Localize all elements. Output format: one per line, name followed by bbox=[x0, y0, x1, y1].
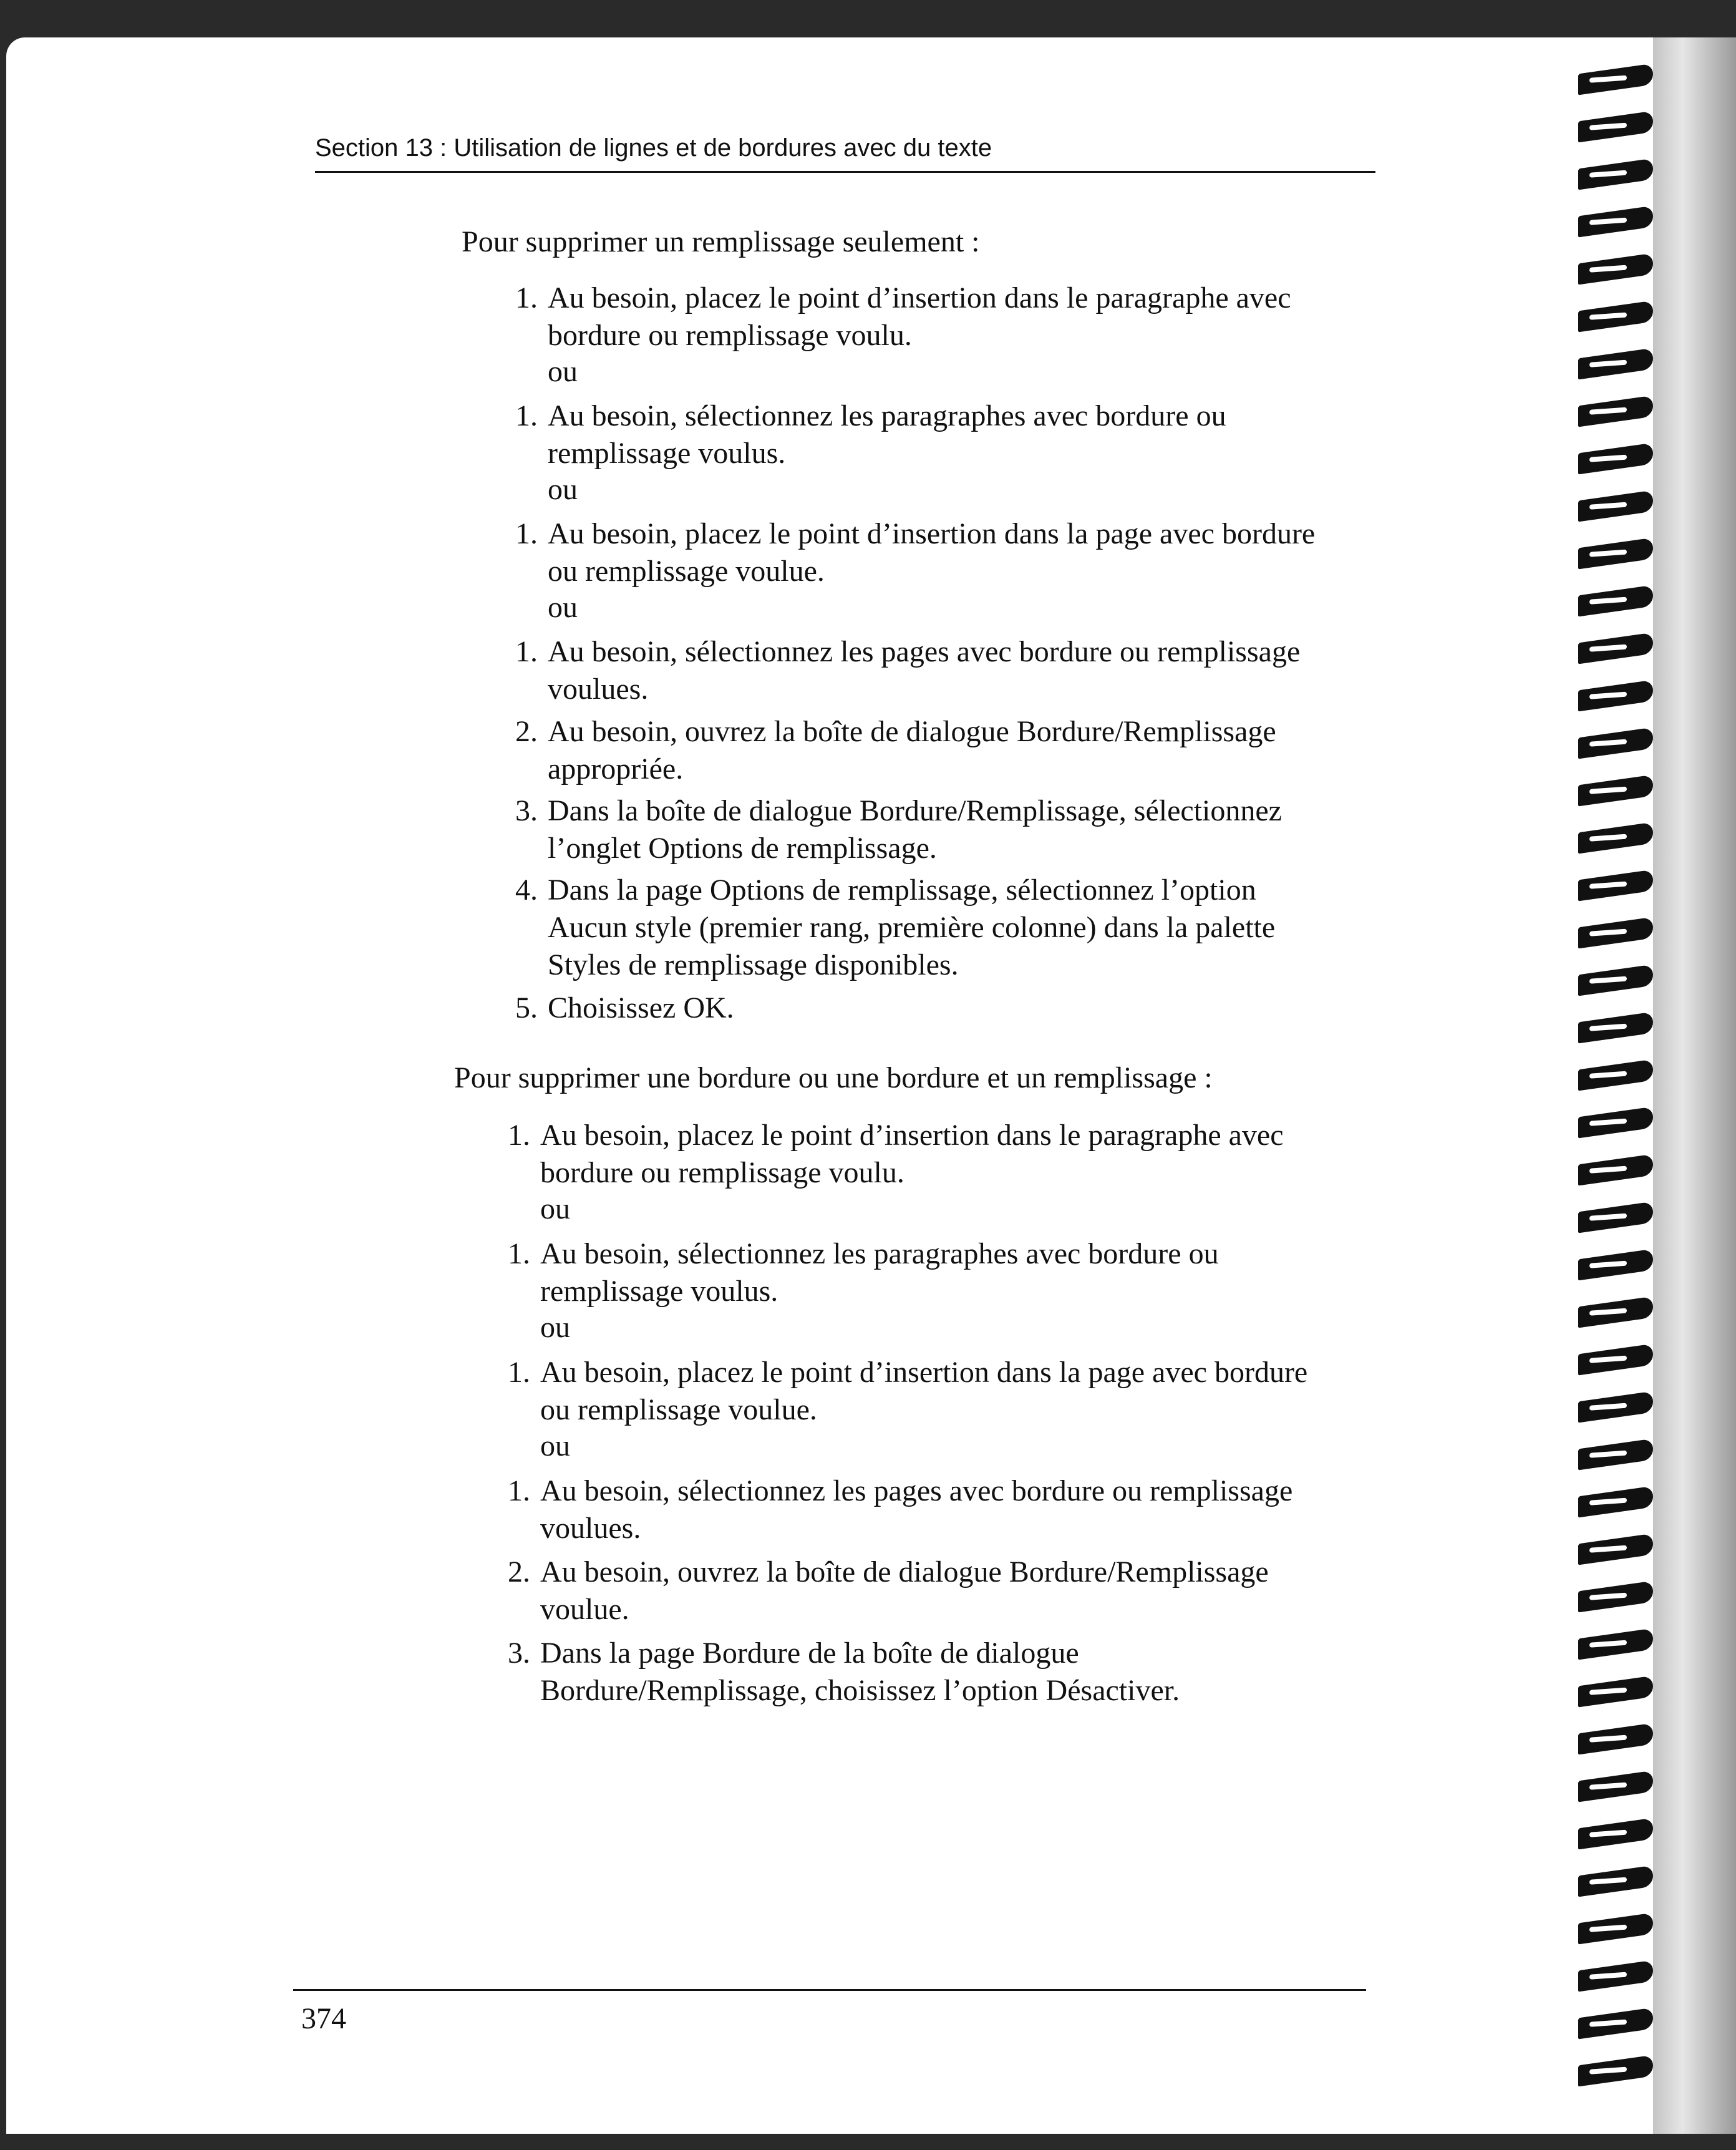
or-label: ou bbox=[548, 355, 578, 388]
step-text: Au besoin, sélectionnez les pages avec bordure ou remplissage bbox=[540, 1474, 1293, 1507]
section2-intro: Pour supprimer une bordure ou une bordure et un remplissage : bbox=[454, 1061, 1213, 1094]
section1-intro: Pour supprimer un remplissage seulement : bbox=[462, 225, 980, 258]
or-label: ou bbox=[548, 473, 578, 506]
step-number: 1. bbox=[508, 1356, 530, 1389]
step-text: l’onglet Options de remplissage. bbox=[548, 832, 937, 865]
step-number: 2. bbox=[515, 715, 538, 748]
footer-rule bbox=[293, 1989, 1366, 1991]
step-text: bordure ou remplissage voulu. bbox=[548, 319, 912, 352]
step-text: Aucun style (premier rang, première colonne) dans la palette bbox=[548, 911, 1276, 944]
step-text: appropriée. bbox=[548, 752, 684, 786]
or-label: ou bbox=[540, 1311, 570, 1344]
or-label: ou bbox=[540, 1192, 570, 1225]
step-text: voulue. bbox=[540, 1593, 629, 1626]
step-text: Au besoin, sélectionnez les pages avec bordure ou remplissage bbox=[548, 635, 1301, 668]
step-text: voulues. bbox=[548, 673, 649, 706]
step-number: 3. bbox=[508, 1637, 530, 1670]
page-edge bbox=[1647, 37, 1736, 2134]
section-header: Section 13 : Utilisation de lignes et de bordures avec du texte bbox=[315, 134, 992, 162]
step-text: ou remplissage voulue. bbox=[548, 555, 825, 588]
step-text: remplissage voulus. bbox=[548, 437, 786, 470]
step-text: Au besoin, placez le point d’insertion dans la page avec bordure bbox=[548, 517, 1316, 550]
step-number: 1. bbox=[515, 399, 538, 432]
or-label: ou bbox=[548, 591, 578, 624]
step-number: 4. bbox=[515, 873, 538, 907]
header-rule bbox=[315, 171, 1375, 173]
step-text: Bordure/Remplissage, choisissez l’option Désactiver. bbox=[540, 1674, 1180, 1707]
step-text: Dans la page Bordure de la boîte de dialogue bbox=[540, 1637, 1079, 1670]
step-number: 2. bbox=[508, 1555, 530, 1588]
step-number: 1. bbox=[508, 1237, 530, 1270]
step-text: Au besoin, placez le point d’insertion dans le paragraphe avec bbox=[548, 281, 1291, 314]
step-text: Au besoin, sélectionnez les paragraphes avec bordure ou bbox=[540, 1237, 1219, 1270]
step-text: Au besoin, ouvrez la boîte de dialogue Bordure/Remplissage bbox=[548, 715, 1276, 748]
step-number: 1. bbox=[515, 635, 538, 668]
step-text: Choisissez OK. bbox=[548, 991, 734, 1024]
step-text: Au besoin, placez le point d’insertion dans le paragraphe avec bbox=[540, 1119, 1284, 1152]
step-text: Au besoin, placez le point d’insertion dans la page avec bordure bbox=[540, 1356, 1308, 1389]
step-text: Au besoin, ouvrez la boîte de dialogue Bordure/Remplissage bbox=[540, 1555, 1269, 1588]
step-number: 1. bbox=[515, 281, 538, 314]
step-text: bordure ou remplissage voulu. bbox=[540, 1156, 904, 1189]
step-text: ou remplissage voulue. bbox=[540, 1393, 817, 1426]
step-text: voulues. bbox=[540, 1512, 641, 1545]
page-number: 374 bbox=[301, 2002, 346, 2035]
step-number: 1. bbox=[508, 1119, 530, 1152]
step-text: remplissage voulus. bbox=[540, 1275, 778, 1308]
step-number: 1. bbox=[508, 1474, 530, 1507]
step-text: Dans la boîte de dialogue Bordure/Remplissage, sélectionnez bbox=[548, 794, 1282, 827]
step-text: Dans la page Options de remplissage, sélectionnez l’option bbox=[548, 873, 1256, 907]
step-number: 5. bbox=[515, 991, 538, 1024]
step-text: Styles de remplissage disponibles. bbox=[548, 948, 959, 981]
step-number: 3. bbox=[515, 794, 538, 827]
step-number: 1. bbox=[515, 517, 538, 550]
step-text: Au besoin, sélectionnez les paragraphes avec bordure ou bbox=[548, 399, 1226, 432]
or-label: ou bbox=[540, 1429, 570, 1462]
